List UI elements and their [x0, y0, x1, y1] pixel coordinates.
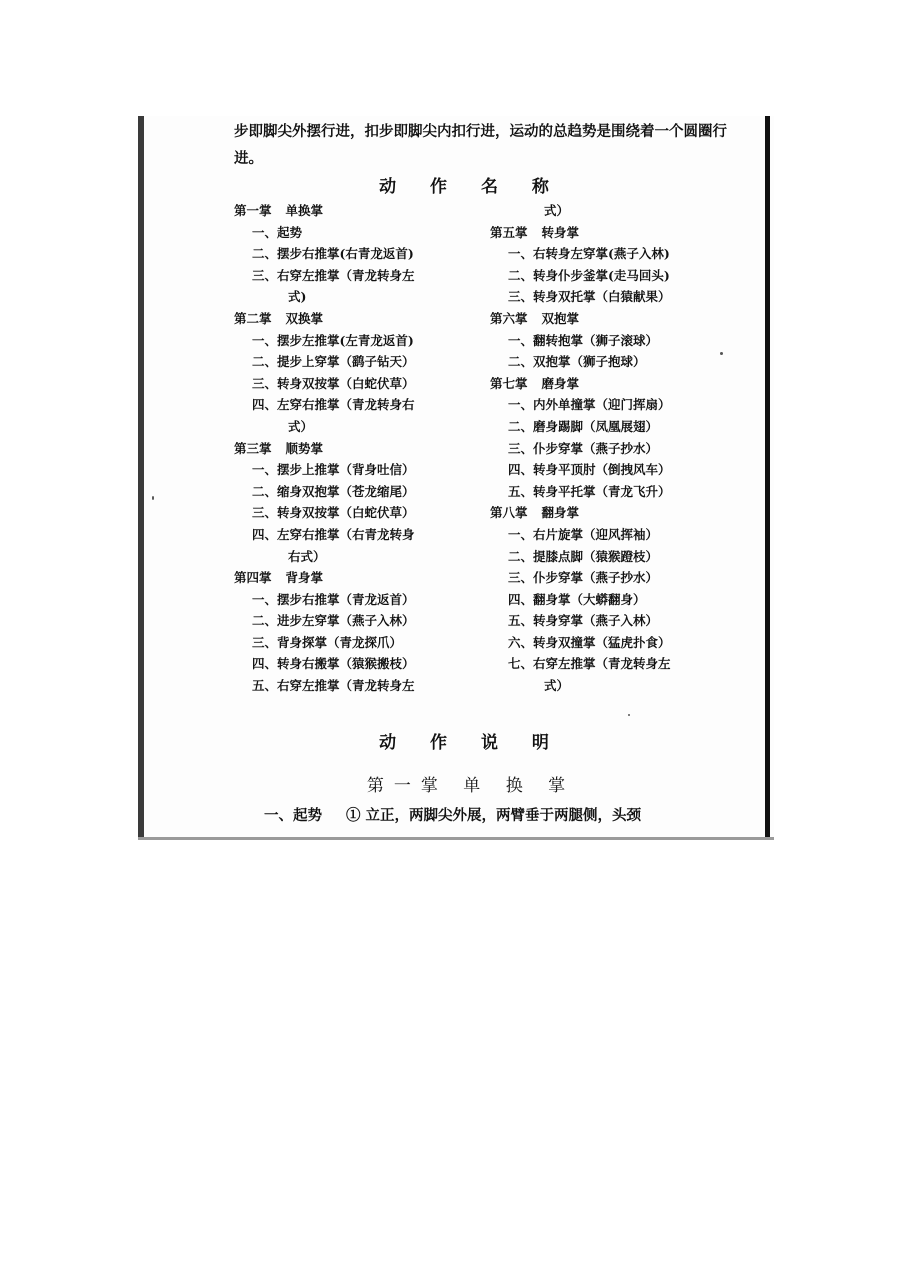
- action-list-right: [490, 200, 750, 697]
- move-item: 六、转身双撞掌（猛虎扑食）: [508, 634, 671, 650]
- move-continuation: 式）: [544, 678, 570, 694]
- palm-number: 第四掌: [234, 570, 272, 586]
- move-continuation: 式）: [288, 418, 314, 434]
- move-continuation: 右式）: [288, 548, 326, 564]
- move-item: 五、转身穿掌（燕子入林）: [508, 613, 659, 629]
- palm-heading: [490, 502, 750, 524]
- move-item: 七、右穿左推掌（青龙转身左: [508, 656, 671, 672]
- move-item: 五、右穿左推掌（青龙转身左: [252, 678, 415, 694]
- move-item: 一、摆步右推掌（青龙返首）: [252, 591, 415, 607]
- move-continuation: 式）: [544, 203, 570, 218]
- move-continuation: 式): [288, 289, 307, 305]
- palm-heading: [234, 200, 464, 222]
- action-description-heading: 动 作 说 明: [379, 733, 563, 753]
- move-item: 二、摆步右推掌(右青龙返首): [252, 246, 414, 262]
- palm-number: 第五掌: [490, 224, 528, 240]
- palm-name: 单换掌: [285, 203, 324, 218]
- move-item: 四、左穿右推掌（右青龙转身: [252, 526, 415, 542]
- scan-speck: [720, 352, 723, 355]
- first-move-description: [264, 804, 641, 825]
- move-item: 四、翻身掌（大蟒翻身）: [508, 591, 646, 607]
- move-item: 三、背身探掌（青龙探爪）: [252, 634, 403, 650]
- palm-heading: [234, 308, 464, 330]
- palm-heading: [490, 373, 750, 395]
- move-item: 一、摆步左推掌(左青龙返首): [252, 332, 414, 348]
- palm-heading: [490, 308, 750, 330]
- palm-name: 转身掌: [541, 224, 580, 240]
- move-item: 一、右转身左穿掌(燕子入林): [508, 246, 670, 262]
- move-item: 二、磨身踢脚（凤凰展翅）: [508, 418, 659, 434]
- action-list-left: [234, 200, 464, 697]
- intro-paragraph: 步即脚尖外摆行进，扣步即脚尖内扣行进，运动的总趋势是围绕着一个圆圈行进。: [234, 123, 727, 167]
- move-item: 二、双抱掌（狮子抱球）: [508, 354, 646, 370]
- palm-name: 双抱掌: [541, 310, 580, 326]
- palm-heading: [490, 222, 750, 244]
- move-item: 四、转身右搬掌（猿猴搬枝）: [252, 656, 415, 672]
- first-palm-heading: 第一掌 单 换 掌: [366, 776, 576, 796]
- move-item: 一、摆步上推掌（背身吐信）: [252, 462, 415, 478]
- action-names-heading: 动 作 名 称: [379, 177, 563, 197]
- move-item: 一、起势: [252, 224, 303, 240]
- palm-name: 翻身掌: [541, 505, 580, 521]
- first-move-name: 一、起势: [264, 807, 322, 824]
- scan-speck: [152, 496, 154, 500]
- move-item: 五、转身平托掌（青龙飞升）: [508, 483, 671, 499]
- palm-number: 第一掌: [234, 203, 272, 218]
- move-item: 二、转身仆步釜掌(走马回头): [508, 267, 670, 283]
- scanned-page: [138, 116, 774, 840]
- move-item: 二、缩身双抱掌（苍龙缩尾）: [252, 483, 415, 499]
- move-item: 三、转身双托掌（白猿献果）: [508, 289, 671, 305]
- move-item: 三、仆步穿掌（燕子抄水）: [508, 570, 659, 586]
- palm-name: 磨身掌: [541, 375, 580, 391]
- palm-name: 背身掌: [285, 570, 324, 586]
- move-item: 三、转身双按掌（白蛇伏草）: [252, 505, 415, 521]
- move-item: 二、进步左穿掌（燕子入林）: [252, 613, 415, 629]
- move-item: 四、转身平顶肘（倒拽风车）: [508, 462, 671, 478]
- palm-name: 顺势掌: [285, 440, 324, 456]
- move-item: 一、翻转抱掌（狮子滚球）: [508, 332, 659, 348]
- move-item: 一、内外单撞掌（迎门挥扇）: [508, 397, 671, 413]
- palm-number: 第六掌: [490, 310, 528, 326]
- palm-number: 第八掌: [490, 505, 528, 521]
- move-item: 四、左穿右推掌（青龙转身右: [252, 397, 415, 413]
- palm-heading: [234, 438, 464, 460]
- palm-name: 双换掌: [285, 310, 324, 326]
- move-item: 二、提膝点脚（猿猴蹬枝）: [508, 548, 659, 564]
- move-item: 一、右片旋掌（迎风挥袖）: [508, 526, 659, 542]
- move-item: 三、转身双按掌（白蛇伏草）: [252, 375, 415, 391]
- scan-speck: [628, 714, 630, 716]
- palm-heading: [234, 567, 464, 589]
- palm-number: 第二掌: [234, 310, 272, 326]
- move-item: 三、右穿左推掌（青龙转身左: [252, 267, 415, 283]
- palm-number: 第三掌: [234, 440, 272, 456]
- move-item: 二、提步上穿掌（鹞子钻天）: [252, 354, 415, 370]
- first-move-text: ① 立正，两脚尖外展，两臂垂于两腿侧，头颈: [346, 807, 642, 824]
- palm-number: 第七掌: [490, 375, 528, 391]
- move-item: 三、仆步穿掌（燕子抄水）: [508, 440, 659, 456]
